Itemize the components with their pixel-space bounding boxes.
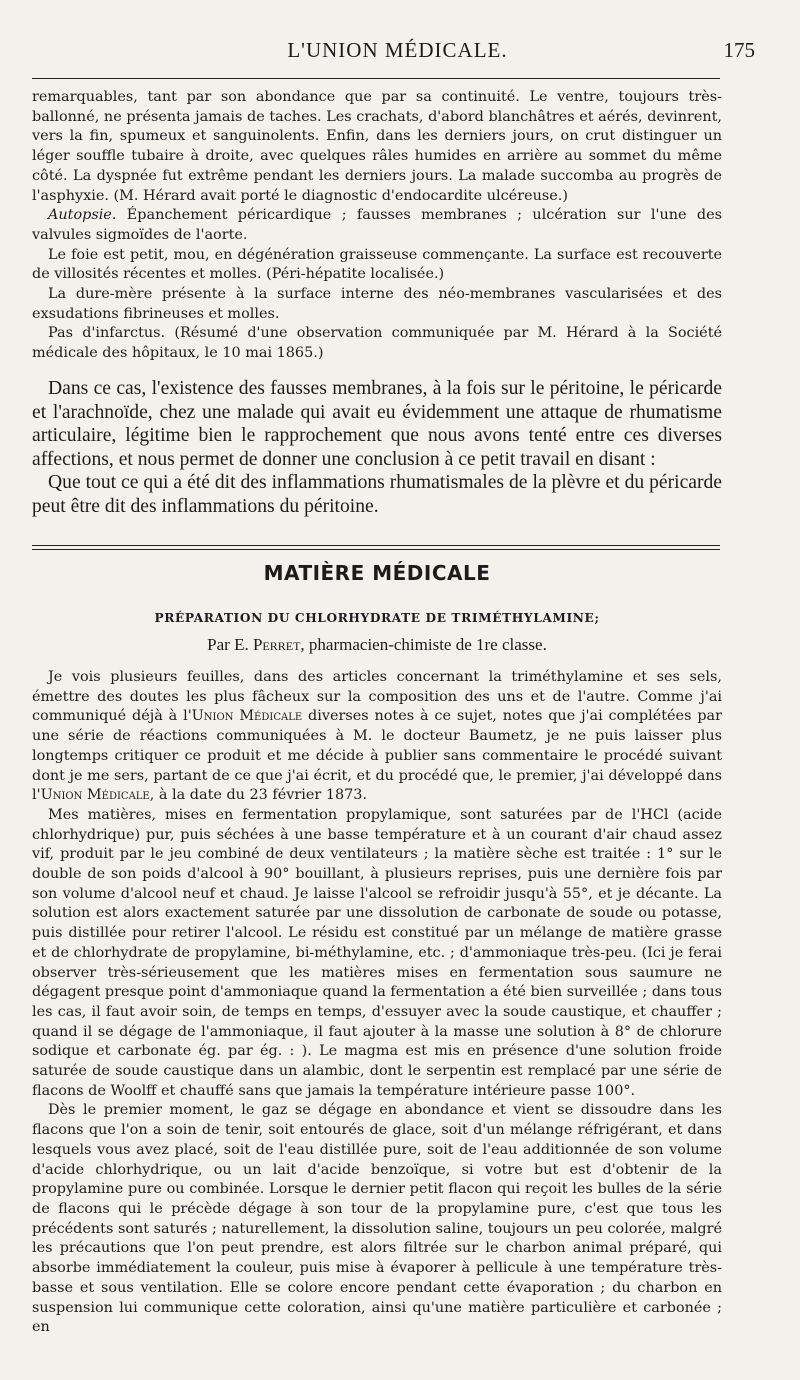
section-rule-top: [32, 545, 720, 546]
summary-paragraph: Pas d'infarctus. (Résumé d'une observation communiquée par M. Hérard à la Société médicale des hôpitaux, le 10 mai 1865.): [32, 325, 722, 362]
dura-mater-paragraph: La dure-mère présente à la surface interne des néo-membranes vascularisées et des exsudations fibrineuses et molles.: [32, 286, 722, 322]
article-paragraph-distillation: Dès le premier moment, le gaz se dégage en abondance et vient se dissoudre dans les flacons que l'on a soin de tenir, soit entourés de glace, soit d'un mélange réfrigérant, et dans lesquels vous avez placé, soit de l'eau distillée pure, soit de l'eau additionnée de son volume d'acide chlorhydrique, ou un lait d'acide benzoïque, si votre but est d'obtenir de la propylamine pure ou combinée. Lorsque le dernier petit flacon qui reçoit les bulles de la série de flacons qui le précède dégage à son tour de la propylamine pure, c'est que tous les précédents sont saturés ; naturellement, la dissolution saline, toujours un peu colorée, malgré les précautions que l'on peut prendre, est alors filtrée sur le charbon animal préparé, qui absorbe immédiatement la couleur, puis mise à évaporer à pellicule à une température très-basse et sous ventilation. Elle se colore encore pendant cette évaporation ; du charbon en suspension lui communique cette coloration, ainsi qu'une matière particulière et carbonée ; en: [32, 1102, 722, 1336]
section-rule-bottom: [32, 549, 720, 550]
autopsy-label: Autopsie.: [48, 207, 117, 224]
page-header: [40, 38, 755, 70]
article-paragraph-method: Mes matières, mises en fermentation propylamique, sont saturées par de l'HCl (acide chlorhydrique) pur, puis séchées à une basse température et à un courant d'air chaud assez vif, produit par le jeu combiné de deux ventilateurs ; la matière sèche est traitée : 1° sur le double de son poids d'alcool à 90° bouillant, à plusieurs reprises, puis une dernière fois par son volume d'alcool neuf et chaud. Je laisse l'alcool se refroidir jusqu'à 55°, et je décante. La solution est alors exactement saturée par une dissolution de carbonate de soude ou potasse, puis distillée pour retirer l'alcool. Le résidu est constitué par un mélange de matière grasse et de chlorhydrate de propylamine, bi-méthylamine, etc. ; d'ammoniaque très-peu. (Ici je ferai observer très-sérieusement que les matières mises en fermentation sous saumure ne dégagent presque point d'ammoniaque quand la fermentation a été bien surveillée ; dans tous les cas, il faut avoir soin, de temps en temps, d'essuyer avec la soude caustique, et chauffer ; quand il se dégage de l'ammoniaque, il faut ajouter à la masse une solution à 8° de chlorure sodique et carbonate ég. par ég. : ). Le magma est mis en présence d'une solution froide saturée de soude caustique dans un alambic, dont le serpentin est remplacé par une série de flacons de Woolff et chauffé sans que jamais la température intérieure passe 100°.: [32, 806, 722, 1099]
article-body: [32, 668, 722, 1338]
byline-author: Perret: [252, 635, 301, 654]
journal-name-repeat: Union Médicale: [40, 787, 150, 804]
page-number: 175: [723, 38, 755, 62]
case-observation: [32, 88, 722, 364]
running-title: L'UNION MÉDICALE.: [287, 38, 508, 62]
conclusion-statement: Que tout ce qui a été dit des inflammations rhumatismales de la plèvre et du péricarde peut être dit des inflammations du péritoine.: [32, 472, 722, 517]
autopsy-paragraph: [32, 206, 722, 245]
case-paragraph: remarquables, tant par son abondance que par sa continuité. Le ventre, toujours très-ballonné, ne présenta jamais de taches. Les crachats, d'abord blanchâtres et aérés, devinrent, vers la fin, spumeux et sanguinolents. Enfin, dans les derniers jours, on crut distinguer un léger souffle tubaire à droite, avec quelques râles humides en arrière au sommet du même côté. La dyspnée fut extrême pendant les derniers jours. La malade succomba au progrès de l'asphyxie. (M. Hérard avait porté le diagnostic d'endocardite ulcéreuse.): [32, 89, 722, 204]
journal-name: Union Médicale: [191, 708, 303, 725]
intro-text-b: diverses notes à ce sujet, notes que j'ai complétées par une série de réactions communiquées à M. le docteur Baumetz, je ne puis laisser plus longtemps critiquer ce produit et me décide à publier sans commentaire le procédé suivant dont je me sers, partant de ce que j'ai écrit, et du procédé que, le premier, j'ai développé dans l': [32, 708, 722, 804]
intro-text-c: , à la date du 23 février 1873.: [149, 787, 368, 804]
liver-paragraph: Le foie est petit, mou, en dégénération graisseuse commençante. La surface est recouverte de villosités récentes et molles. (Péri-hépatite localisée.): [32, 246, 722, 283]
section-title: MATIÈRE MÉDICALE: [263, 561, 491, 585]
byline-prefix: Par E.: [207, 635, 253, 654]
article-paragraph-intro: [32, 668, 722, 806]
header-rule: [32, 78, 720, 79]
conclusion: [32, 377, 722, 519]
intro-text-a: Je vois plusieurs feuilles, dans des articles concernant la triméthylamine et ses sels, émettre des doutes les plus fâcheux sur la composition des uns et de l'autre. Comme j'ai communiqué déjà à l': [32, 669, 722, 725]
article-title: PRÉPARATION DU CHLORHYDRATE DE TRIMÉTHYLAMINE;: [154, 611, 600, 625]
conclusion-paragraph: Dans ce cas, l'existence des fausses membranes, à la fois sur le péritoine, le péricarde et l'arachnoïde, chez une malade qui avait eu évidemment une attaque de rhumatisme articulaire, légitime bien le rapprochement que nous avons tenté entre ces diverses affections, et nous permet de donner une conclusion à ce petit travail en disant :: [32, 378, 722, 470]
autopsy-text: Épanchement péricardique ; fausses membranes ; ulcération sur l'une des valvules sigmoïdes de l'aorte.: [32, 207, 722, 243]
byline-suffix: , pharmacien-chimiste de 1re classe.: [300, 635, 547, 654]
article-byline: [32, 635, 722, 655]
